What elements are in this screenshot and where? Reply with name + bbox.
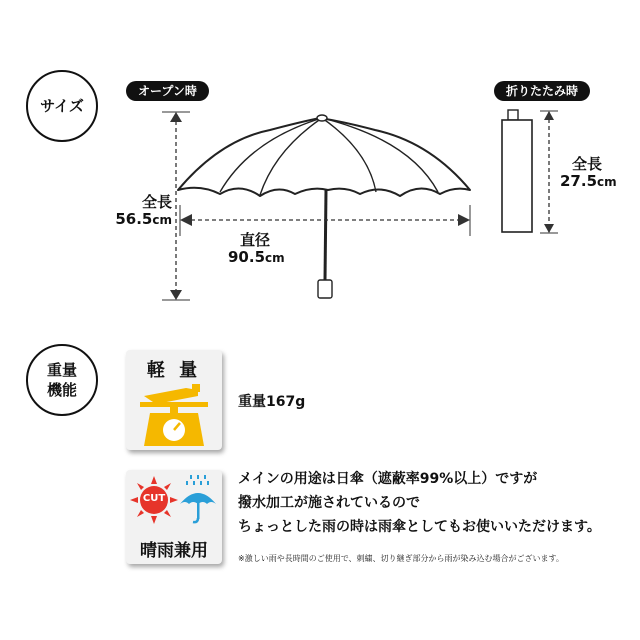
lightweight-badge-title: 軽 量 — [146, 360, 202, 381]
diameter-dimension — [228, 232, 292, 267]
description-line-2: 撥水加工が施されているので — [238, 495, 420, 511]
open-state-tag: オープン時 — [126, 81, 209, 101]
diameter-label: 直径 — [240, 231, 271, 249]
open-length-label: 全長 — [141, 193, 172, 211]
uv-cut-text: CUT — [142, 493, 166, 504]
description-line-3: ちょっとした雨の時は雨傘としてもお使いいただけます。 — [238, 519, 601, 535]
open-length-unit: cm — [152, 213, 172, 227]
size-section-label: サイズ — [26, 70, 98, 142]
lightweight-badge — [126, 350, 222, 450]
folded-state-tag: 折りたたみ時 — [494, 81, 590, 101]
sun-rain-badge — [126, 470, 222, 564]
caution-note: ※激しい雨や長時間のご使用で、刺繍、切り継ぎ部分から雨が染み込む場合がございます。 — [238, 554, 564, 563]
folded-length-unit: cm — [597, 175, 617, 189]
diameter-value: 90.5 — [228, 248, 266, 266]
rain-umbrella-icon — [176, 474, 220, 526]
scale-icon — [126, 380, 222, 450]
weight-text: 重量167g — [238, 394, 306, 410]
weight-function-label: 重量 機能 — [26, 344, 98, 416]
open-length-value: 56.5 — [115, 210, 153, 228]
description-line-1: メインの用途は日傘（遮蔽率99%以上）ですが — [238, 471, 538, 487]
folded-length-dimension — [560, 156, 630, 191]
open-length-dimension — [112, 194, 172, 229]
sun-rain-badge-title: 晴雨兼用 — [140, 541, 208, 561]
diameter-unit: cm — [265, 251, 285, 265]
folded-length-label: 全長 — [572, 155, 603, 173]
folded-length-value: 27.5 — [560, 172, 598, 190]
